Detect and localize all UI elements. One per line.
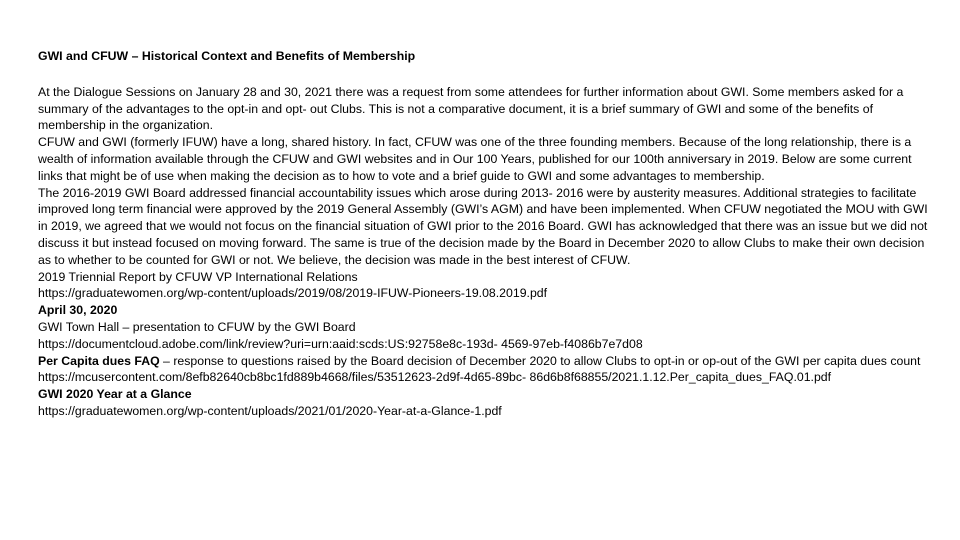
slide-content <box>38 48 928 420</box>
townhall-label: GWI Town Hall – presentation to CFUW by the GWI Board <box>38 319 356 334</box>
townhall-date: April 30, 2020 <box>38 303 118 318</box>
faq-title: Per Capita dues FAQ <box>38 353 160 368</box>
faq-entry <box>38 353 928 370</box>
townhall-link[interactable]: https://documentcloud.adobe.com/link/review?uri=urn:aaid:scds:US:92758e8c-193d- 4569-97eb-f4086b7e7d08 <box>38 336 643 351</box>
faq-link[interactable]: https://mcusercontent.com/8efb82640cb8bc1fd889b4668/files/53512623-2d9f-4d65-89bc- 86d6b8f68855/2021.1.12.Per_capita_dues_FAQ.01.pdf <box>38 370 832 385</box>
history-paragraph: CFUW and GWI (formerly IFUW) have a long, shared history. In fact, CFUW was one of the three founding members. Because of the long relationship, there is a wealth of information available through the CFUW and GWI websites and in Our 100 Years, published for our 100th anniversary in 2019. Below are some current links that might be of use when making the decision as to how to vote and a brief guide to GWI and some advantages to membership. <box>38 135 912 183</box>
slide-title: GWI and CFUW – Historical Context and Benefits of Membership <box>38 49 416 63</box>
faq-description: – response to questions raised by the Board decision of December 2020 to allow Clubs to opt-in or op-out of the GWI per capita dues count <box>159 353 921 368</box>
glance-link[interactable]: https://graduatewomen.org/wp-content/uploads/2021/01/2020-Year-at-a-Glance-1.pdf <box>38 403 502 418</box>
financial-paragraph: The 2016-2019 GWI Board addressed financial accountability issues which arose during 2013- 2016 were by austerity measures. Additional strategies to facilitate improved long term financial were approved by the 2019 General Assembly (GWI’s AGM) and have been implemented. When CFUW negotiated the MOU with GWI in 2019, we agreed that we would not focus on the financial situation of GWI prior to the 2016 Board. GWI has acknowledged that there was an issue but we did not discuss it but instead focused on moving forward. The same is true of the decision made by the Board in December 2020 to allow Clubs to make their own decision as to whether to be counted for GWI or not. We believe, the decision was made in the best interest of CFUW. <box>38 185 928 267</box>
intro-paragraph: At the Dialogue Sessions on January 28 and 30, 2021 there was a request from some attendees for further information about GWI. Some members asked for a summary of the advantages to the opt-in and opt- out Clubs. This is not a comparative document, it is a brief summary of GWI and some of the benefits of membership in the organization. <box>38 84 904 133</box>
spacer <box>38 65 928 84</box>
report-label: 2019 Triennial Report by CFUW VP International Relations <box>38 269 358 284</box>
report-link[interactable]: https://graduatewomen.org/wp-content/uploads/2019/08/2019-IFUW-Pioneers-19.08.2019.pdf <box>38 286 548 301</box>
glance-label: GWI 2020 Year at a Glance <box>38 387 192 402</box>
